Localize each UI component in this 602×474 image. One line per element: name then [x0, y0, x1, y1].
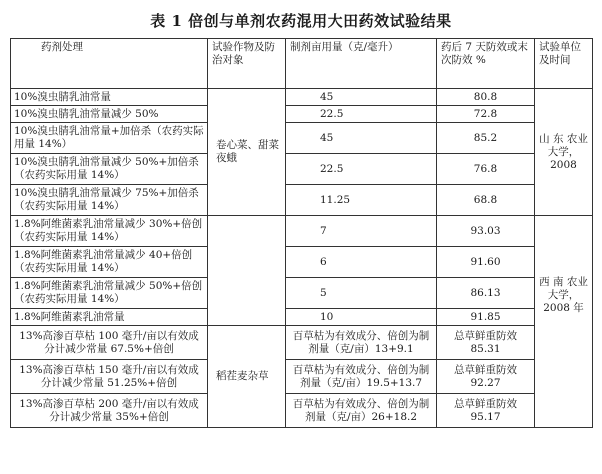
treatment-cell: 10%溴虫腈乳油常量减少 75%+加倍杀（农药实际用量 14%） [11, 185, 208, 216]
crop-cell [208, 216, 286, 326]
dosage-cell: 百草枯为有效成分、倍创为制剂量（克/亩）19.5+13.7 [286, 360, 437, 394]
table-row [11, 106, 593, 123]
dosage-cell: 百草枯为有效成分、倍创为制剂量（克/亩）26+18.2 [286, 394, 437, 428]
dosage-cell: 45 [286, 123, 437, 154]
dosage-cell: 6 [286, 247, 437, 278]
table-row [11, 89, 593, 106]
treatment-cell: 10%溴虫腈乳油常量 [11, 89, 208, 106]
dosage-cell: 5 [286, 278, 437, 309]
header-treatment: 药剂处理 [11, 39, 208, 89]
dosage-cell: 22.5 [286, 106, 437, 123]
unit-cell: 山 东 农业大学，2008 [535, 89, 593, 216]
dosage-cell: 22.5 [286, 154, 437, 185]
dosage-cell: 7 [286, 216, 437, 247]
dosage-cell: 10 [286, 309, 437, 326]
header-crop: 试验作物及防治对象 [208, 39, 286, 89]
treatment-cell: 13%高渗百草枯 200 毫升/亩以有效成分计减少常量 35%+倍创 [11, 394, 208, 428]
treatment-cell: 10%溴虫腈乳油常量+加倍杀（农药实际用量 14%） [11, 123, 208, 154]
efficacy-cell: 91.60 [437, 247, 535, 278]
crop-cell: 稻茬麦杂草 [208, 326, 286, 428]
efficacy-cell: 总草鲜重防效 92.27 [437, 360, 535, 394]
treatment-cell: 13%高渗百草枯 100 毫升/亩以有效成分计减少常量 67.5%+倍创 [11, 326, 208, 360]
table-row [11, 394, 593, 428]
efficacy-cell: 68.8 [437, 185, 535, 216]
efficacy-cell: 85.2 [437, 123, 535, 154]
treatment-cell: 1.8%阿维菌素乳油常量减少 40+倍创（农药实际用量 14%） [11, 247, 208, 278]
table-title: 表 1 倍创与单剂农药混用大田药效试验结果 [150, 12, 452, 30]
header-unit: 试验单位及时间 [535, 39, 593, 89]
table-row [11, 247, 593, 278]
dosage-cell: 45 [286, 89, 437, 106]
table-row [11, 326, 593, 360]
efficacy-cell: 76.8 [437, 154, 535, 185]
header-efficacy: 药后 7 天防效或末次防效 % [437, 39, 535, 89]
table-row [11, 309, 593, 326]
header-dosage: 制剂亩用量（克/毫升） [286, 39, 437, 89]
efficacy-cell: 总草鲜重防效 95.17 [437, 394, 535, 428]
results-table [10, 38, 593, 428]
treatment-cell: 13%高渗百草枯 150 毫升/亩以有效成分计减少常量 51.25%+倍创 [11, 360, 208, 394]
treatment-cell: 1.8%阿维菌素乳油常量减少 50%+倍创（农药实际用量 14%） [11, 278, 208, 309]
table-row [11, 154, 593, 185]
dosage-cell: 百草枯为有效成分、倍创为制剂量（克/亩）13+9.1 [286, 326, 437, 360]
treatment-cell: 1.8%阿维菌素乳油常量 [11, 309, 208, 326]
table-row [11, 123, 593, 154]
efficacy-cell: 86.13 [437, 278, 535, 309]
dosage-cell: 11.25 [286, 185, 437, 216]
table-row [11, 216, 593, 247]
unit-cell: 西 南 农业大学，2008 年 [535, 216, 593, 428]
header-row [11, 39, 593, 89]
table-row [11, 185, 593, 216]
efficacy-cell: 72.8 [437, 106, 535, 123]
treatment-cell: 10%溴虫腈乳油常量减少 50% [11, 106, 208, 123]
efficacy-cell: 91.85 [437, 309, 535, 326]
table-row [11, 278, 593, 309]
efficacy-cell: 93.03 [437, 216, 535, 247]
table-row [11, 360, 593, 394]
treatment-cell: 10%溴虫腈乳油常量减少 50%+加倍杀（农药实际用量 14%） [11, 154, 208, 185]
efficacy-cell: 80.8 [437, 89, 535, 106]
treatment-cell: 1.8%阿维菌素乳油常量减少 30%+倍创（农药实际用量 14%） [11, 216, 208, 247]
efficacy-cell: 总草鲜重防效 85.31 [437, 326, 535, 360]
crop-cell: 卷心菜、甜菜夜蛾 [208, 89, 286, 216]
